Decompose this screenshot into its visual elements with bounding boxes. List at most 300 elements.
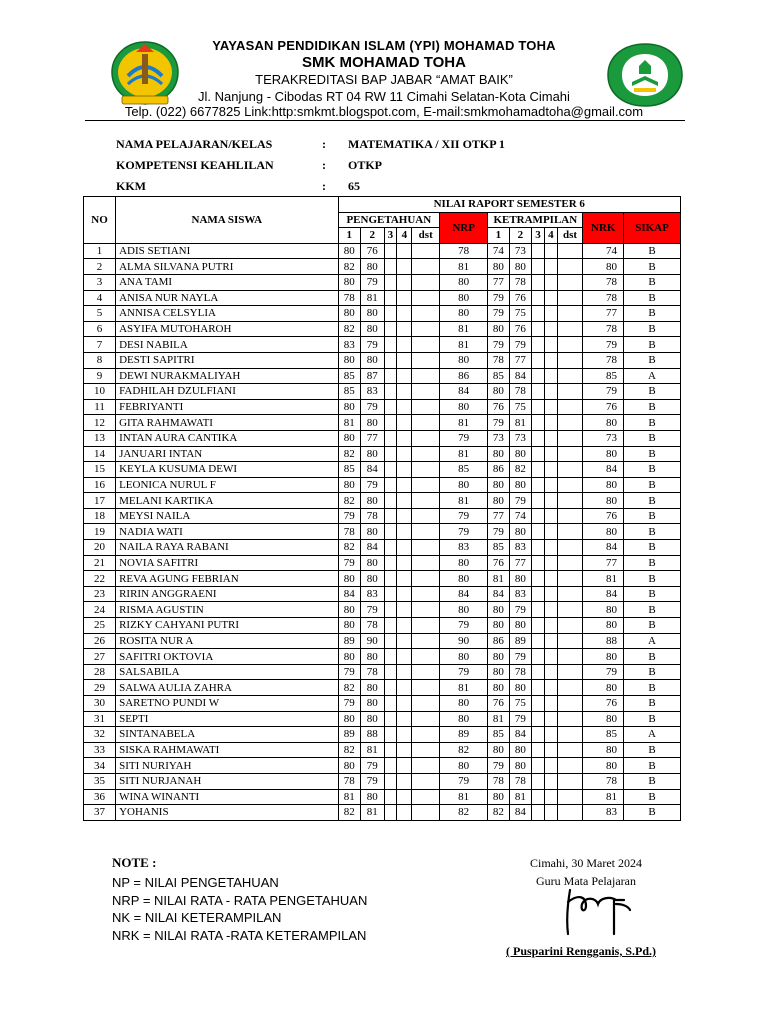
cell-k4 (544, 555, 557, 571)
cell-nrp: 80 (440, 352, 488, 368)
cell-pdst (412, 430, 440, 446)
cell-p1: 85 (338, 368, 360, 384)
cell-nrk: 80 (583, 415, 624, 431)
cell-p4 (397, 352, 412, 368)
cell-k2: 78 (509, 274, 531, 290)
cell-attitude: B (624, 508, 681, 524)
cell-attitude: B (624, 243, 681, 259)
cell-k3 (532, 618, 545, 634)
cell-p4 (397, 680, 412, 696)
cell-p4 (397, 306, 412, 322)
cell-p3 (384, 352, 397, 368)
cell-kdst (557, 446, 583, 462)
cell-k3 (532, 571, 545, 587)
cell-p3 (384, 773, 397, 789)
cell-k1: 78 (488, 352, 509, 368)
cell-p4 (397, 259, 412, 275)
table-row (84, 649, 681, 665)
cell-k1: 80 (488, 446, 509, 462)
cell-k2: 79 (509, 493, 531, 509)
cell-nrp: 86 (440, 368, 488, 384)
info-label: NAMA PELAJARAN/KELAS (116, 137, 273, 151)
cell-p4 (397, 368, 412, 384)
cell-k2: 80 (509, 524, 531, 540)
cell-p2: 87 (361, 368, 385, 384)
cell-p1: 79 (338, 696, 360, 712)
cell-nrp: 80 (440, 290, 488, 306)
cell-attitude: B (624, 742, 681, 758)
cell-k4 (544, 368, 557, 384)
cell-k4 (544, 540, 557, 556)
cell-student-name: NOVIA SAFITRI (116, 555, 338, 571)
cell-kdst (557, 586, 583, 602)
cell-student-name: DESTI SAPITRI (116, 352, 338, 368)
cell-k3 (532, 462, 545, 478)
cell-k3 (532, 540, 545, 556)
table-row (84, 711, 681, 727)
header-nrk: NRK (583, 212, 624, 243)
cell-k2: 77 (509, 555, 531, 571)
notes-title: NOTE : (112, 855, 157, 870)
cell-p3 (384, 306, 397, 322)
cell-attitude: B (624, 415, 681, 431)
header-semester-group: NILAI RAPORT SEMESTER 6 (338, 197, 680, 213)
cell-nrp: 84 (440, 384, 488, 400)
cell-p4 (397, 773, 412, 789)
handwritten-signature-icon (556, 882, 636, 942)
cell-p3 (384, 337, 397, 353)
cell-pdst (412, 321, 440, 337)
cell-p1: 79 (338, 555, 360, 571)
cell-k1: 85 (488, 727, 509, 743)
cell-p4 (397, 727, 412, 743)
header-p4: 4 (397, 228, 412, 244)
cell-p3 (384, 290, 397, 306)
cell-p1: 85 (338, 462, 360, 478)
cell-nrp: 89 (440, 727, 488, 743)
cell-k3 (532, 306, 545, 322)
cell-p4 (397, 664, 412, 680)
cell-k2: 77 (509, 352, 531, 368)
cell-k2: 83 (509, 540, 531, 556)
cell-k4 (544, 758, 557, 774)
cell-p4 (397, 742, 412, 758)
table-row (84, 430, 681, 446)
teacher-name: ( Pusparini Rengganis, S.Pd.) (506, 944, 657, 958)
table-row (84, 586, 681, 602)
table-row (84, 415, 681, 431)
cell-no: 32 (84, 727, 116, 743)
cell-p1: 81 (338, 789, 360, 805)
cell-p3 (384, 789, 397, 805)
cell-k2: 73 (509, 430, 531, 446)
cell-p3 (384, 711, 397, 727)
note-line: NP = NILAI PENGETAHUAN (112, 875, 279, 890)
cell-p3 (384, 274, 397, 290)
cell-kdst (557, 306, 583, 322)
cell-nrp: 80 (440, 649, 488, 665)
cell-attitude: B (624, 446, 681, 462)
table-row (84, 680, 681, 696)
cell-student-name: SALSABILA (116, 664, 338, 680)
cell-p2: 80 (361, 352, 385, 368)
cell-p4 (397, 384, 412, 400)
cell-k2: 75 (509, 306, 531, 322)
cell-k2: 82 (509, 462, 531, 478)
cell-kdst (557, 384, 583, 400)
cell-k2: 80 (509, 259, 531, 275)
cell-k1: 76 (488, 555, 509, 571)
cell-no: 19 (84, 524, 116, 540)
cell-k2: 79 (509, 602, 531, 618)
cell-attitude: B (624, 274, 681, 290)
cell-nrk: 84 (583, 540, 624, 556)
cell-p1: 80 (338, 477, 360, 493)
cell-p3 (384, 321, 397, 337)
cell-attitude: B (624, 571, 681, 587)
cell-kdst (557, 742, 583, 758)
cell-nrp: 80 (440, 711, 488, 727)
cell-no: 5 (84, 306, 116, 322)
cell-k1: 80 (488, 664, 509, 680)
table-row (84, 633, 681, 649)
table-row (84, 493, 681, 509)
cell-p3 (384, 586, 397, 602)
cell-p2: 79 (361, 602, 385, 618)
table-row (84, 368, 681, 384)
cell-k3 (532, 477, 545, 493)
cell-k1: 77 (488, 274, 509, 290)
cell-no: 4 (84, 290, 116, 306)
cell-k2: 79 (509, 649, 531, 665)
cell-pdst (412, 259, 440, 275)
cell-p2: 76 (361, 243, 385, 259)
grades-table (83, 196, 681, 821)
cell-k3 (532, 321, 545, 337)
cell-student-name: RIRIN ANGGRAENI (116, 586, 338, 602)
cell-kdst (557, 337, 583, 353)
cell-k4 (544, 493, 557, 509)
cell-k4 (544, 259, 557, 275)
header-p2: 2 (361, 228, 385, 244)
cell-p2: 81 (361, 742, 385, 758)
cell-k3 (532, 493, 545, 509)
info-label: KKM (116, 179, 146, 193)
cell-k1: 80 (488, 259, 509, 275)
cell-pdst (412, 493, 440, 509)
cell-p1: 79 (338, 508, 360, 524)
table-row (84, 337, 681, 353)
cell-k1: 81 (488, 711, 509, 727)
cell-kdst (557, 368, 583, 384)
cell-k3 (532, 243, 545, 259)
cell-p3 (384, 633, 397, 649)
cell-p4 (397, 477, 412, 493)
cell-k1: 76 (488, 399, 509, 415)
cell-p1: 80 (338, 618, 360, 634)
cell-p4 (397, 524, 412, 540)
cell-nrp: 82 (440, 805, 488, 821)
cell-nrp: 81 (440, 259, 488, 275)
note-line: NRP = NILAI RATA - RATA PENGETAHUAN (112, 892, 368, 908)
cell-p1: 78 (338, 524, 360, 540)
cell-nrk: 85 (583, 727, 624, 743)
cell-attitude: A (624, 633, 681, 649)
cell-nrk: 79 (583, 337, 624, 353)
cell-nrk: 80 (583, 602, 624, 618)
cell-nrp: 81 (440, 415, 488, 431)
cell-no: 7 (84, 337, 116, 353)
cell-p2: 78 (361, 664, 385, 680)
cell-nrk: 78 (583, 290, 624, 306)
cell-k4 (544, 384, 557, 400)
header-k3: 3 (532, 228, 545, 244)
cell-attitude: B (624, 306, 681, 322)
cell-k4 (544, 727, 557, 743)
cell-no: 27 (84, 649, 116, 665)
cell-p3 (384, 680, 397, 696)
cell-nrk: 78 (583, 274, 624, 290)
cell-k4 (544, 477, 557, 493)
cell-k2: 78 (509, 773, 531, 789)
cell-pdst (412, 664, 440, 680)
cell-p4 (397, 633, 412, 649)
cell-k4 (544, 602, 557, 618)
cell-nrp: 80 (440, 555, 488, 571)
cell-nrk: 81 (583, 789, 624, 805)
cell-p4 (397, 805, 412, 821)
cell-p2: 90 (361, 633, 385, 649)
cell-student-name: NADIA WATI (116, 524, 338, 540)
cell-k4 (544, 274, 557, 290)
cell-student-name: ASYIFA MUTOHAROH (116, 321, 338, 337)
cell-p1: 82 (338, 805, 360, 821)
cell-p3 (384, 399, 397, 415)
cell-k1: 82 (488, 805, 509, 821)
cell-k4 (544, 415, 557, 431)
cell-p2: 80 (361, 696, 385, 712)
cell-k2: 80 (509, 758, 531, 774)
cell-k3 (532, 602, 545, 618)
cell-p1: 82 (338, 493, 360, 509)
cell-attitude: B (624, 352, 681, 368)
cell-attitude: B (624, 789, 681, 805)
cell-p1: 82 (338, 680, 360, 696)
cell-kdst (557, 524, 583, 540)
cell-pdst (412, 462, 440, 478)
cell-student-name: ANA TAMI (116, 274, 338, 290)
cell-p1: 89 (338, 633, 360, 649)
letterhead-divider (85, 120, 685, 121)
cell-k3 (532, 415, 545, 431)
cell-student-name: RISMA AGUSTIN (116, 602, 338, 618)
header-skill: KETRAMPILAN (488, 212, 583, 228)
header-pdst: dst (412, 228, 440, 244)
cell-p3 (384, 462, 397, 478)
table-row (84, 306, 681, 322)
cell-nrk: 79 (583, 384, 624, 400)
cell-student-name: NAILA RAYA RABANI (116, 540, 338, 556)
cell-attitude: B (624, 805, 681, 821)
cell-k1: 79 (488, 524, 509, 540)
cell-pdst (412, 602, 440, 618)
cell-k3 (532, 696, 545, 712)
cell-k1: 86 (488, 633, 509, 649)
cell-student-name: SALWA AULIA ZAHRA (116, 680, 338, 696)
cell-student-name: SEPTI (116, 711, 338, 727)
cell-k1: 85 (488, 540, 509, 556)
cell-nrp: 80 (440, 758, 488, 774)
cell-no: 10 (84, 384, 116, 400)
table-row (84, 555, 681, 571)
cell-nrp: 85 (440, 462, 488, 478)
cell-k3 (532, 274, 545, 290)
cell-k4 (544, 773, 557, 789)
cell-nrp: 79 (440, 524, 488, 540)
cell-k1: 79 (488, 415, 509, 431)
cell-k3 (532, 399, 545, 415)
cell-p4 (397, 493, 412, 509)
cell-pdst (412, 508, 440, 524)
cell-p2: 78 (361, 508, 385, 524)
cell-p4 (397, 602, 412, 618)
table-row (84, 321, 681, 337)
cell-p4 (397, 290, 412, 306)
cell-p3 (384, 540, 397, 556)
cell-kdst (557, 602, 583, 618)
cell-p2: 80 (361, 306, 385, 322)
cell-p1: 80 (338, 243, 360, 259)
cell-k4 (544, 399, 557, 415)
cell-p1: 79 (338, 664, 360, 680)
cell-kdst (557, 508, 583, 524)
cell-p2: 84 (361, 540, 385, 556)
cell-k2: 80 (509, 446, 531, 462)
cell-p1: 84 (338, 586, 360, 602)
cell-k2: 89 (509, 633, 531, 649)
cell-p1: 89 (338, 727, 360, 743)
cell-attitude: B (624, 259, 681, 275)
table-row (84, 805, 681, 821)
cell-k3 (532, 290, 545, 306)
cell-nrk: 73 (583, 430, 624, 446)
cell-kdst (557, 477, 583, 493)
cell-nrk: 77 (583, 306, 624, 322)
cell-no: 15 (84, 462, 116, 478)
cell-k4 (544, 586, 557, 602)
cell-student-name: DEWI NURAKMALIYAH (116, 368, 338, 384)
cell-student-name: REVA AGUNG FEBRIAN (116, 571, 338, 587)
cell-p1: 82 (338, 259, 360, 275)
cell-no: 37 (84, 805, 116, 821)
cell-nrk: 81 (583, 571, 624, 587)
cell-attitude: B (624, 430, 681, 446)
cell-student-name: ADIS SETIANI (116, 243, 338, 259)
cell-p3 (384, 742, 397, 758)
cell-nrp: 81 (440, 493, 488, 509)
cell-attitude: B (624, 664, 681, 680)
cell-p4 (397, 446, 412, 462)
cell-nrp: 84 (440, 586, 488, 602)
cell-k4 (544, 446, 557, 462)
cell-kdst (557, 321, 583, 337)
cell-kdst (557, 243, 583, 259)
cell-k4 (544, 696, 557, 712)
cell-p3 (384, 602, 397, 618)
cell-student-name: FEBRIYANTI (116, 399, 338, 415)
cell-p4 (397, 415, 412, 431)
cell-kdst (557, 649, 583, 665)
cell-k3 (532, 259, 545, 275)
cell-p2: 80 (361, 680, 385, 696)
cell-attitude: B (624, 524, 681, 540)
cell-k3 (532, 789, 545, 805)
cell-nrk: 80 (583, 680, 624, 696)
cell-student-name: INTAN AURA CANTIKA (116, 430, 338, 446)
cell-p1: 85 (338, 384, 360, 400)
cell-k4 (544, 352, 557, 368)
cell-student-name: FADHILAH DZULFIANI (116, 384, 338, 400)
cell-no: 16 (84, 477, 116, 493)
cell-p1: 82 (338, 540, 360, 556)
cell-k3 (532, 773, 545, 789)
cell-no: 1 (84, 243, 116, 259)
cell-k1: 86 (488, 462, 509, 478)
cell-k4 (544, 430, 557, 446)
cell-k4 (544, 664, 557, 680)
cell-k2: 75 (509, 399, 531, 415)
header-k1: 1 (488, 228, 509, 244)
cell-p1: 78 (338, 290, 360, 306)
cell-nrk: 76 (583, 696, 624, 712)
cell-p2: 77 (361, 430, 385, 446)
cell-nrk: 78 (583, 773, 624, 789)
cell-attitude: B (624, 711, 681, 727)
cell-k1: 80 (488, 680, 509, 696)
table-row (84, 742, 681, 758)
cell-no: 33 (84, 742, 116, 758)
cell-student-name: JANUARI INTAN (116, 446, 338, 462)
cell-k3 (532, 446, 545, 462)
notes-block (112, 855, 367, 945)
grades-body (84, 243, 681, 820)
cell-attitude: B (624, 337, 681, 353)
cell-p3 (384, 618, 397, 634)
cell-k2: 83 (509, 586, 531, 602)
cell-p2: 79 (361, 773, 385, 789)
cell-k1: 80 (488, 477, 509, 493)
cell-nrp: 81 (440, 680, 488, 696)
cell-k1: 80 (488, 321, 509, 337)
cell-p4 (397, 571, 412, 587)
cell-k2: 74 (509, 508, 531, 524)
cell-p1: 83 (338, 337, 360, 353)
cell-k1: 80 (488, 789, 509, 805)
cell-kdst (557, 696, 583, 712)
cell-k2: 76 (509, 321, 531, 337)
cell-no: 3 (84, 274, 116, 290)
cell-p4 (397, 789, 412, 805)
cell-p1: 80 (338, 758, 360, 774)
cell-nrp: 79 (440, 664, 488, 680)
cell-p3 (384, 508, 397, 524)
cell-attitude: B (624, 680, 681, 696)
cell-p2: 80 (361, 321, 385, 337)
cell-p2: 83 (361, 384, 385, 400)
cell-p1: 80 (338, 274, 360, 290)
cell-nrp: 80 (440, 571, 488, 587)
cell-p4 (397, 508, 412, 524)
